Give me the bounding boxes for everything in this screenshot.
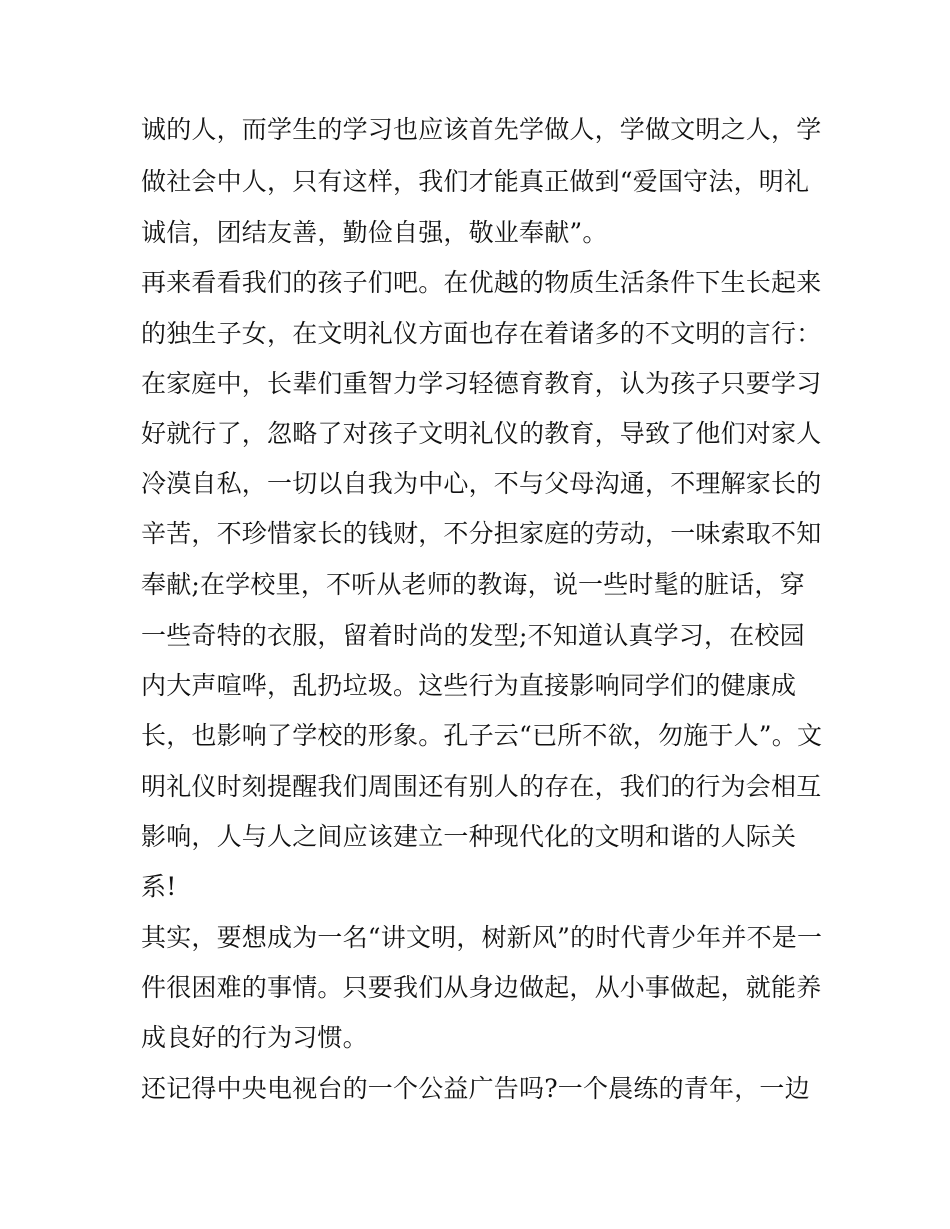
text-line: 在家庭中，长辈们重智力学习轻德育教育，认为孩子只要学习 (141, 369, 822, 398)
text-line: 一些奇特的衣服，留着时尚的发型;不知道认真学习，在校园 (141, 621, 805, 650)
text-line: 诚的人，而学生的学习也应该首先学做人，学做文明之人，学 (141, 115, 822, 144)
text-line: 内大声喧哗，乱扔垃圾。这些行为直接影响同学们的健康成 (141, 671, 797, 700)
text-line: 辛苦，不珍惜家长的钱财，不分担家庭的劳动，一味索取不知 (141, 519, 822, 548)
text-line: 件很困难的事情。只要我们从身边做起，从小事做起，就能养 (141, 973, 822, 1002)
text-line: 做社会中人，只有这样，我们才能真正做到“爱国守法，明礼 (141, 167, 810, 196)
text-line: 诚信，团结友善，勤俭自强，敬业奉献”。 (141, 218, 608, 247)
text-line: 奉献;在学校里，不听从老师的教诲，说一些时髦的脏话，穿 (141, 570, 805, 599)
text-line: 明礼仪时刻提醒我们周围还有别人的存在，我们的行为会相互 (141, 772, 822, 801)
text-line: 其实，要想成为一名“讲文明，树新风”的时代青少年并不是一 (141, 923, 823, 952)
text-line: 的独生子女，在文明礼仪方面也存在着诸多的不文明的言行： (141, 319, 822, 348)
text-line: 再来看看我们的孩子们吧。在优越的物质生活条件下生长起来 (141, 268, 822, 297)
text-line: 还记得中央电视台的一个公益广告吗?一个晨练的青年，一边 (141, 1074, 810, 1103)
text-line: 成良好的行为习惯。 (141, 1023, 368, 1052)
text-line: 好就行了，忽略了对孩子文明礼仪的教育，导致了他们对家人 (141, 419, 822, 448)
text-line: 系! (141, 872, 177, 901)
text-line: 长，也影响了学校的形象。孔子云“已所不欲，勿施于人”。文 (141, 721, 823, 750)
text-line: 冷漠自私，一切以自我为中心，不与父母沟通，不理解家长的 (141, 469, 822, 498)
text-line: 影响，人与人之间应该建立一种现代化的文明和谐的人际关 (141, 822, 797, 851)
